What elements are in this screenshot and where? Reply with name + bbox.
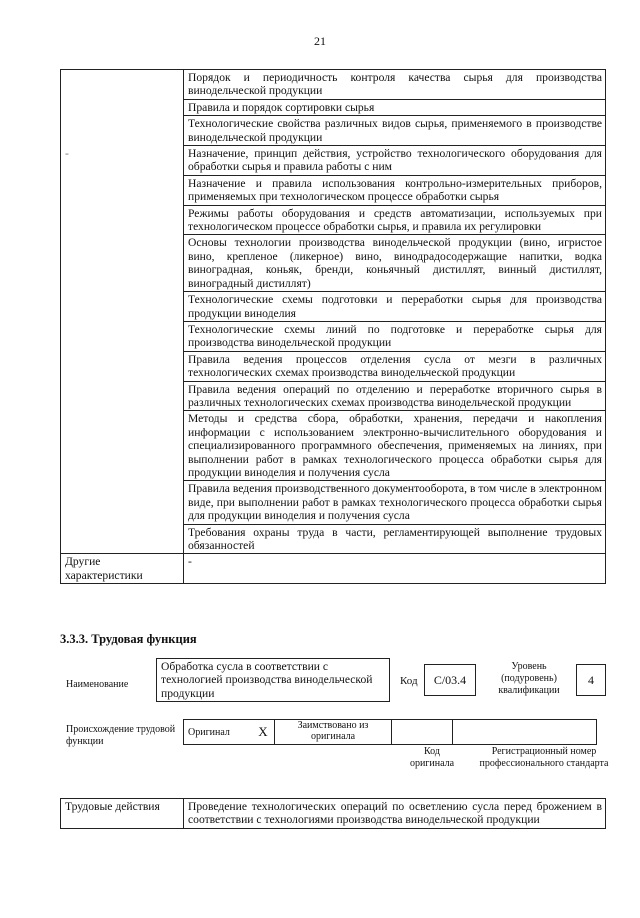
original-mark: X [252,720,275,745]
knowledge-item: Правила и порядок сортировки сырья [184,99,606,115]
knowledge-label-cell [61,70,184,554]
knowledge-item: Технологические схемы линий по подготовке и переработке сырья для производства винодельческой продукции [184,321,606,351]
code-original-caption: Код оригинала [409,746,455,769]
section-heading: 3.3.3. Трудовая функция [60,632,197,646]
origin-label: Происхождение трудовой функции [66,724,176,747]
knowledge-item: Режимы работы оборудования и средств автоматизации, используемых при технологическом процессе обработки сырья, и правила их регулировки [184,205,606,235]
labor-actions-label: Трудовые действия [61,799,184,829]
knowledge-item: Правила ведения операций по отделению и переработке вторичного сырья в различных технологических схемах производства винодельческой продукции [184,381,606,411]
knowledge-item: Правила ведения процессов отделения сусла от мезги в различных технологических схемах производства винодельческой продукции [184,351,606,381]
knowledge-item: Технологические свойства различных видов сырья, применяемого в производстве винодельческой продукции [184,116,606,146]
knowledge-table [60,69,606,584]
labor-actions-table [60,798,606,829]
labor-actions-value: Проведение технологических операций по осветлению сусла перед брожением в соответствии с технологиями производства винодельческой продукции [184,799,606,829]
code-value-box: C/03.4 [424,664,476,696]
function-name-label: Наименование [66,679,129,690]
original-code-cell [392,720,453,745]
knowledge-item: Методы и средства сбора, обработки, хранения, передачи и накопления информации с использованием электронно-вычислительного оборудования и специализированного программного обеспечения, применяемых на линиях, при выполнении работ в рамках технологического процесса обработки сырья для продукции виноделия и получения сусла [184,411,606,481]
borrowed-label: Заимствовано из оригинала [275,720,392,745]
table-row [61,554,606,584]
other-characteristics-value: - [184,554,606,584]
original-label: Оригинал [184,720,253,745]
origin-table [183,719,597,745]
qualification-level-label: Уровень (подуровень) квалификации [498,661,560,696]
function-name-box: Обработка сусла в соответствии с технологией производства винодельческой продукции [156,658,390,702]
knowledge-item: Порядок и периодичность контроля качества сырья для производства винодельческой продукции [184,70,606,100]
page-number: 21 [314,34,326,48]
registration-number-caption: Регистрационный номер профессионального стандарта [479,746,609,769]
table-row [61,70,606,100]
knowledge-item: Основы технологии производства винодельческой продукции (вино, игристое вино, крепленое (ликерное) вино, винодрадосодержащие напитки, водка виноградная, коньяк, бренди, коньячный дистиллят, винный дистиллят, виноградный дистиллят) [184,235,606,292]
other-characteristics-label: Другие характеристики [61,554,184,584]
knowledge-label: - [65,147,69,160]
knowledge-item: Требования охраны труда в части, регламентирующей выполнение трудовых обязанностей [184,524,606,554]
table-row [184,720,597,745]
knowledge-item: Назначение, принцип действия, устройство технологического оборудования для обработки сырья и правила работы с ним [184,146,606,176]
knowledge-item: Технологические схемы подготовки и переработки сырья для производства продукции виноделия [184,292,606,322]
registration-number-cell [453,720,597,745]
qualification-level-box: 4 [576,664,606,696]
knowledge-item: Правила ведения производственного документооборота, в том числе в электронном виде, при выполнении работ в рамках технологического процесса обработки сырья для продукции виноделия и получения сусла [184,481,606,524]
knowledge-item: Назначение и правила использования контрольно-измерительных приборов, применяемых при технологическом процессе обработки сырья [184,175,606,205]
code-label: Код [400,675,418,687]
table-row [61,799,606,829]
